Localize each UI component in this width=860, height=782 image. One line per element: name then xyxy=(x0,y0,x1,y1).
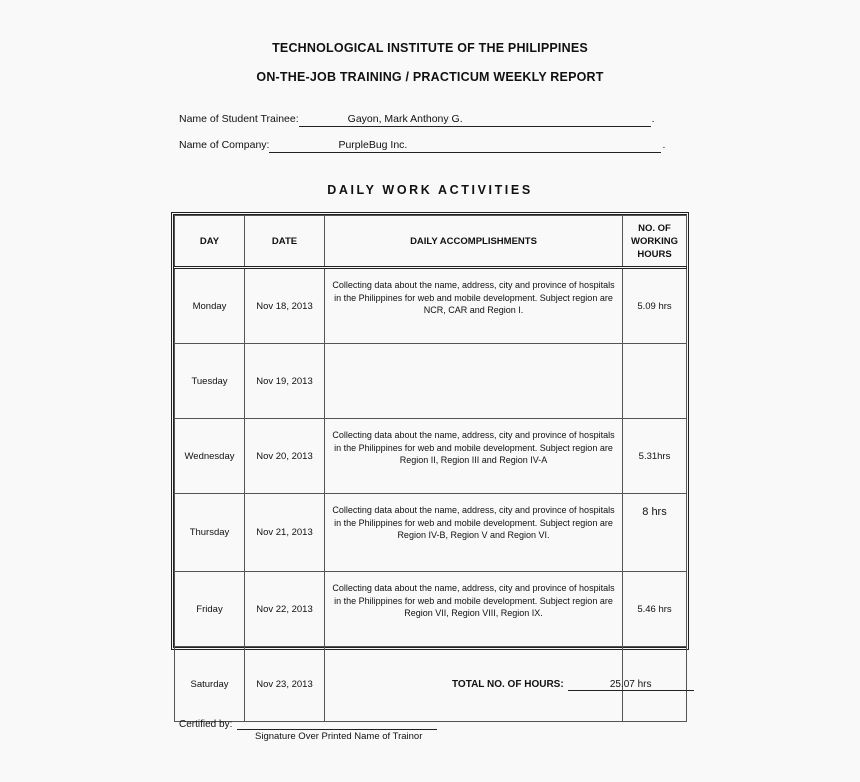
row-date: Nov 21, 2013 xyxy=(245,494,325,572)
certified-by xyxy=(179,718,437,730)
row-hours: 5.46 hrs xyxy=(623,572,687,647)
row-hours: 8 hrs xyxy=(623,494,687,572)
total-hours-value: 25.07 hrs xyxy=(568,679,694,691)
row-accomplishment: Collecting data about the name, address, city and province of hospitals in the Philippines for web and mobile development. Subject region are Region II, Region III and Region IV-A xyxy=(325,419,623,494)
row-date: Nov 22, 2013 xyxy=(245,572,325,647)
total-hours-label: TOTAL NO. OF HOURS: xyxy=(452,679,564,690)
table-row xyxy=(175,572,687,647)
company-value: PurpleBug Inc. xyxy=(269,139,661,153)
student-trainee-field xyxy=(179,113,655,127)
student-trainee-terminator: . xyxy=(651,113,655,125)
student-trainee-value: Gayon, Mark Anthony G. xyxy=(299,113,651,127)
row-date: Nov 23, 2013 xyxy=(245,647,325,722)
institute-name: TECHNOLOGICAL INSTITUTE OF THE PHILIPPINES xyxy=(272,41,588,55)
student-trainee-label: Name of Student Trainee: xyxy=(179,113,299,125)
report-title: ON-THE-JOB TRAINING / PRACTICUM WEEKLY REPORT xyxy=(256,70,604,84)
row-accomplishment: Collecting data about the name, address, city and province of hospitals in the Philippines for web and mobile development. Subject region are Region IV-B, Region V and Region VI. xyxy=(325,494,623,572)
row-date: Nov 20, 2013 xyxy=(245,419,325,494)
company-field xyxy=(179,139,665,153)
row-hours xyxy=(623,344,687,419)
header-hours: NO. OF WORKING HOURS xyxy=(623,216,687,268)
row-date: Nov 18, 2013 xyxy=(245,268,325,344)
row-hours: 5.09 hrs xyxy=(623,268,687,344)
row-accomplishment: Collecting data about the name, address, city and province of hospitals in the Philippines for web and mobile development. Subject region are Region VII, Region VIII, Region IX. xyxy=(325,572,623,647)
total-hours xyxy=(452,679,694,691)
table-header-row xyxy=(175,216,687,268)
header-date: DATE xyxy=(245,216,325,268)
table-row xyxy=(175,419,687,494)
section-title: DAILY WORK ACTIVITIES xyxy=(327,183,533,197)
table-row xyxy=(175,268,687,344)
row-accomplishment: Collecting data about the name, address, city and province of hospitals in the Philippines for web and mobile development. Subject region are NCR, CAR and Region I. xyxy=(325,268,623,344)
row-day: Tuesday xyxy=(175,344,245,419)
signature-caption: Signature Over Printed Name of Trainor xyxy=(255,731,423,742)
header-day: DAY xyxy=(175,216,245,268)
company-terminator: . xyxy=(662,139,666,151)
row-day: Friday xyxy=(175,572,245,647)
row-day: Wednesday xyxy=(175,419,245,494)
row-day: Monday xyxy=(175,268,245,344)
company-label: Name of Company: xyxy=(179,139,270,151)
row-date: Nov 19, 2013 xyxy=(245,344,325,419)
signature-line xyxy=(237,718,437,730)
row-hours: 5.31hrs xyxy=(623,419,687,494)
row-day: Thursday xyxy=(175,494,245,572)
table-row xyxy=(175,494,687,572)
table-row xyxy=(175,344,687,419)
header-accomplishments: DAILY ACCOMPLISHMENTS xyxy=(325,216,623,268)
row-accomplishment xyxy=(325,344,623,419)
certified-by-label: Certified by: xyxy=(179,719,233,730)
row-day: Saturday xyxy=(175,647,245,722)
